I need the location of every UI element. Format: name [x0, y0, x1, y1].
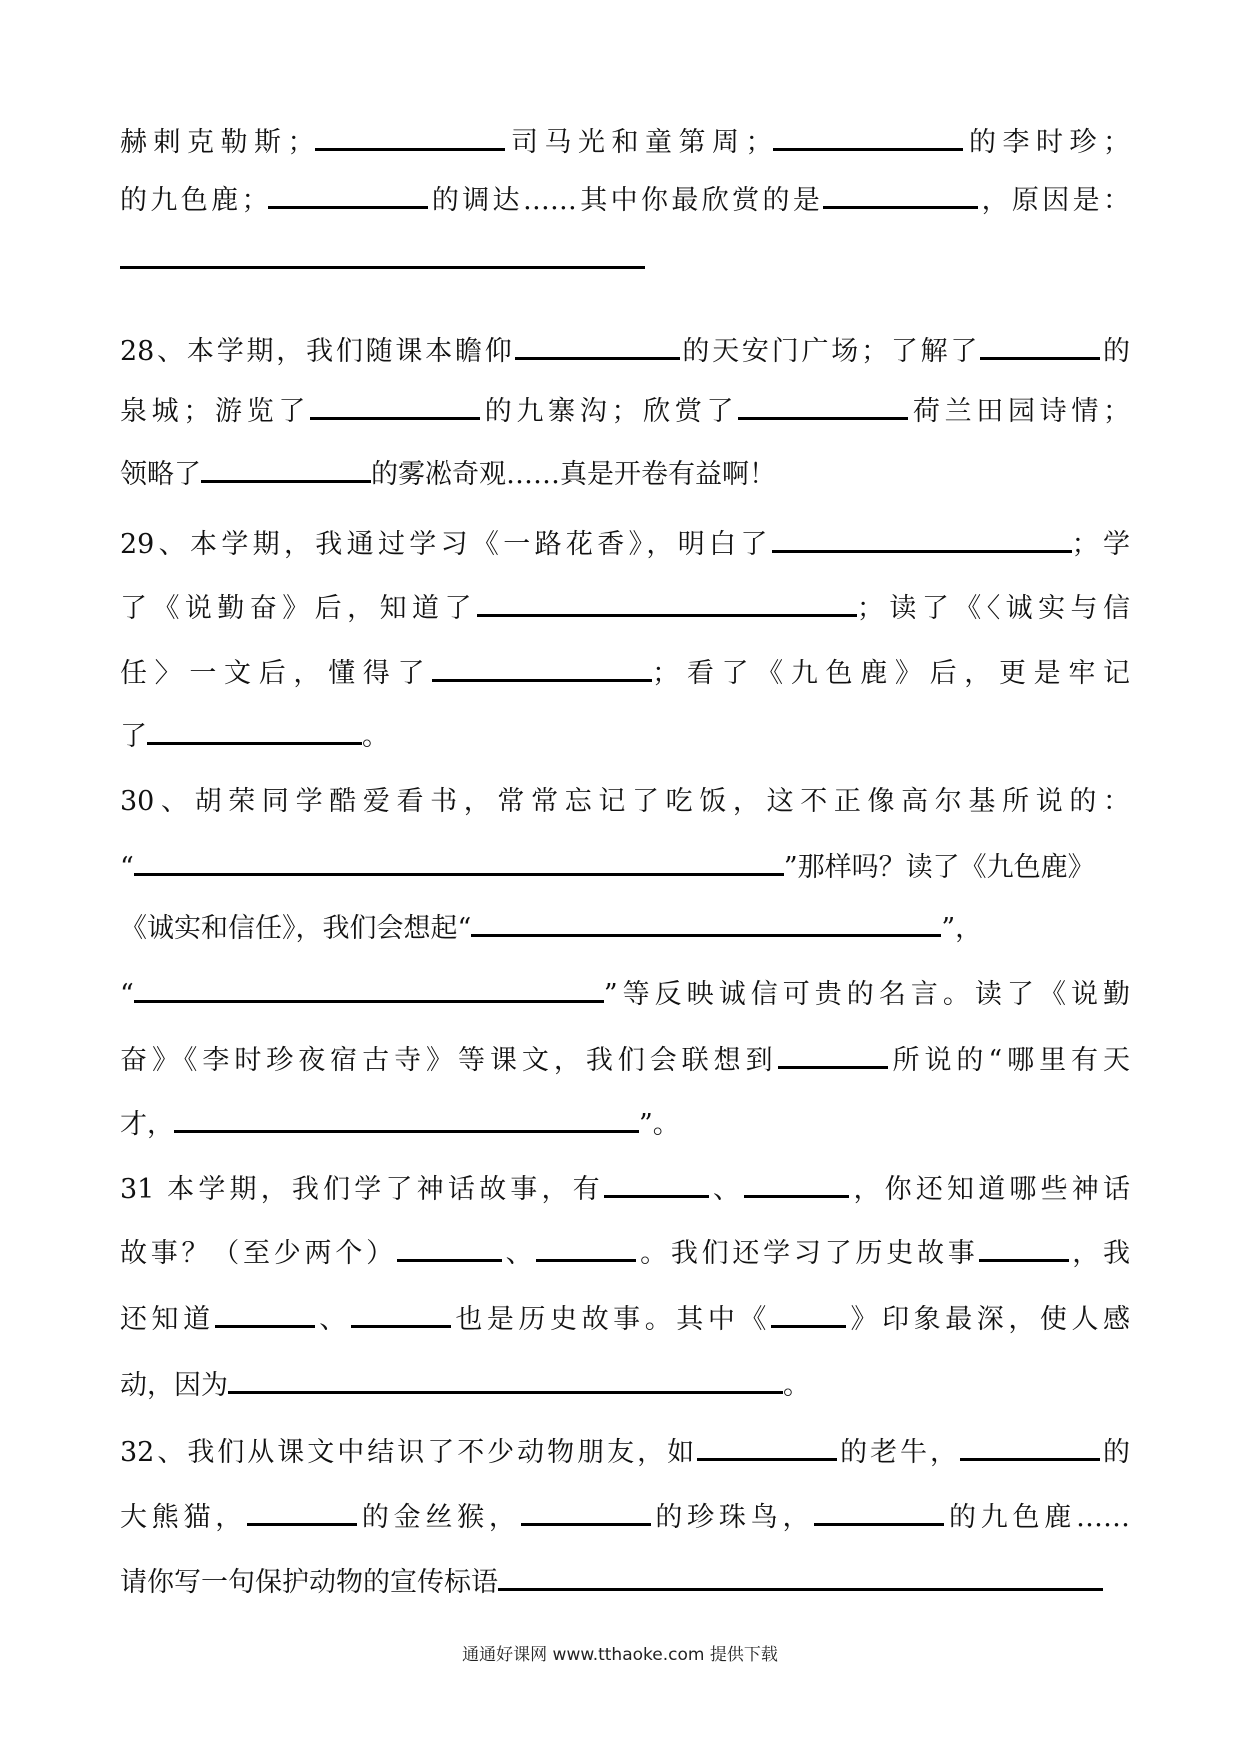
text-segment: 。 — [783, 1370, 810, 1401]
fill-blank[interactable] — [773, 118, 963, 151]
text-segment: 任〉一文后，懂得了 — [120, 658, 433, 689]
fill-blank[interactable] — [268, 176, 428, 209]
text-segment: ”。 — [639, 1109, 680, 1140]
text-segment: 的天安门广场；了解了 — [679, 336, 981, 367]
text-line — [120, 520, 1130, 560]
text-segment: 32、我们从课文中结识了不少动物朋友，如 — [120, 1437, 698, 1468]
text-line — [120, 1229, 1130, 1269]
fill-blank[interactable] — [823, 176, 978, 209]
fill-blank[interactable] — [310, 387, 480, 420]
text-segment: 泉城；游览了 — [120, 396, 311, 427]
fill-blank[interactable] — [201, 450, 371, 483]
text-line — [120, 118, 1130, 158]
fill-blank[interactable] — [515, 327, 680, 360]
fill-blank[interactable] — [134, 970, 604, 1003]
text-line — [120, 1165, 1130, 1205]
fill-blank[interactable] — [960, 1428, 1100, 1461]
text-segment: 29、本学期，我通过学习《一路花香》，明白了 — [120, 529, 772, 560]
text-segment: 的 — [1100, 336, 1130, 367]
fill-blank[interactable] — [980, 327, 1100, 360]
text-segment: 故事？（至少两个） — [120, 1238, 397, 1269]
fill-blank[interactable] — [120, 236, 645, 269]
text-segment: 的雾凇奇观……真是开卷有益啊！ — [371, 459, 776, 490]
text-segment: 的李时珍； — [962, 127, 1130, 158]
text-line — [120, 970, 1130, 1010]
fill-blank[interactable] — [814, 1493, 944, 1526]
fill-blank[interactable] — [351, 1295, 451, 1328]
text-line — [120, 1100, 1130, 1140]
text-segment: 31 本学期，我们学了神话故事，有 — [120, 1174, 604, 1205]
fill-blank[interactable] — [738, 387, 908, 420]
text-segment: ；学 — [1071, 529, 1130, 560]
text-segment: 28、本学期，我们随课本瞻仰 — [120, 336, 515, 367]
text-line — [120, 1036, 1130, 1076]
text-segment: 的 — [1100, 1437, 1130, 1468]
text-line — [120, 649, 1130, 689]
text-segment: “ — [120, 852, 134, 883]
text-line — [120, 1493, 1130, 1533]
text-segment: 还知道 — [120, 1304, 215, 1335]
text-segment: 才， — [120, 1109, 174, 1140]
text-segment: 的九色鹿…… — [944, 1502, 1130, 1533]
text-segment: 的老牛， — [837, 1437, 961, 1468]
fill-blank[interactable] — [772, 520, 1072, 553]
text-segment: 》印象最深，使人感 — [845, 1304, 1130, 1335]
text-line — [120, 843, 1130, 883]
fill-blank[interactable] — [134, 843, 784, 876]
text-segment: 。我们还学习了历史故事 — [636, 1238, 979, 1269]
text-line — [120, 387, 1130, 427]
text-segment: 大熊猫， — [120, 1502, 248, 1533]
text-segment: 的金丝猴， — [357, 1502, 521, 1533]
text-segment: 了 — [120, 721, 147, 752]
text-segment: 《诚实和信任》，我们会想起“ — [120, 913, 472, 944]
fill-blank[interactable] — [432, 649, 652, 682]
text-line — [120, 584, 1130, 624]
fill-blank[interactable] — [778, 1036, 888, 1069]
fill-blank[interactable] — [744, 1165, 849, 1198]
fill-blank[interactable] — [697, 1428, 837, 1461]
fill-blank[interactable] — [521, 1493, 651, 1526]
fill-blank[interactable] — [215, 1295, 315, 1328]
text-segment: 请你写一句保护动物的宣传标语 — [120, 1567, 498, 1598]
text-segment: ，原因是： — [978, 185, 1130, 216]
text-segment: 、 — [501, 1238, 537, 1269]
fill-blank[interactable] — [471, 904, 941, 937]
text-line — [120, 782, 1130, 822]
text-segment: 的珍珠鸟， — [650, 1502, 815, 1533]
text-segment: 动，因为 — [120, 1370, 228, 1401]
fill-blank[interactable] — [228, 1361, 783, 1394]
text-segment: 所说的“哪里有天 — [887, 1045, 1130, 1076]
text-segment: 司马光和童第周； — [504, 127, 773, 158]
text-segment: 。 — [362, 721, 389, 752]
fill-blank[interactable] — [477, 584, 857, 617]
fill-blank[interactable] — [979, 1229, 1069, 1262]
text-segment: “ — [120, 979, 134, 1010]
text-segment: 奋》《李时珍夜宿古寺》等课文，我们会联想到 — [120, 1045, 778, 1076]
fill-blank[interactable] — [771, 1295, 846, 1328]
text-segment: ；看了《九色鹿》后，更是牢记 — [652, 658, 1130, 689]
answer-line — [120, 236, 1130, 276]
text-segment: 领略了 — [120, 459, 201, 490]
text-segment: 的调达……其中你最欣赏的是 — [428, 185, 824, 216]
text-segment: 30、胡荣同学酷爱看书，常常忘记了吃饭，这不正像高尔基所说的： — [120, 786, 1130, 817]
text-line — [120, 327, 1130, 367]
text-segment: 、 — [708, 1174, 745, 1205]
fill-blank[interactable] — [315, 118, 505, 151]
text-segment: 荷兰田园诗情； — [908, 396, 1130, 427]
text-segment: ”等反映诚信可贵的名言。读了《说勤 — [603, 979, 1130, 1010]
text-line — [120, 1558, 1130, 1598]
text-line — [120, 1361, 1130, 1401]
text-segment: ”那样吗？读了《九色鹿》 — [783, 852, 1095, 883]
page-footer: 通通好课网 www.tthaoke.com 提供下载 — [462, 1645, 778, 1665]
text-segment: 的九色鹿； — [120, 185, 269, 216]
text-segment: ；读了《〈诚实与信 — [856, 593, 1130, 624]
fill-blank[interactable] — [498, 1558, 1103, 1591]
text-segment: ，我 — [1068, 1238, 1130, 1269]
text-segment: 了《说勤奋》后，知道了 — [120, 593, 477, 624]
fill-blank[interactable] — [247, 1493, 357, 1526]
text-line — [120, 1295, 1130, 1335]
fill-blank[interactable] — [536, 1229, 636, 1262]
fill-blank[interactable] — [147, 712, 362, 745]
fill-blank[interactable] — [397, 1229, 502, 1262]
text-segment: 、 — [314, 1304, 351, 1335]
text-segment: 赫剌克勒斯； — [120, 127, 315, 158]
text-line — [120, 450, 1130, 490]
text-segment: 也是历史故事。其中《 — [450, 1304, 771, 1335]
fill-blank[interactable] — [174, 1100, 639, 1133]
text-line — [120, 1428, 1130, 1468]
text-segment: ，你还知道哪些神话 — [849, 1174, 1130, 1205]
text-line — [120, 904, 1130, 944]
fill-blank[interactable] — [604, 1165, 709, 1198]
text-segment: ”， — [941, 913, 983, 944]
text-line — [120, 712, 1130, 752]
text-line — [120, 176, 1130, 216]
text-segment: 的九寨沟；欣赏了 — [480, 396, 739, 427]
